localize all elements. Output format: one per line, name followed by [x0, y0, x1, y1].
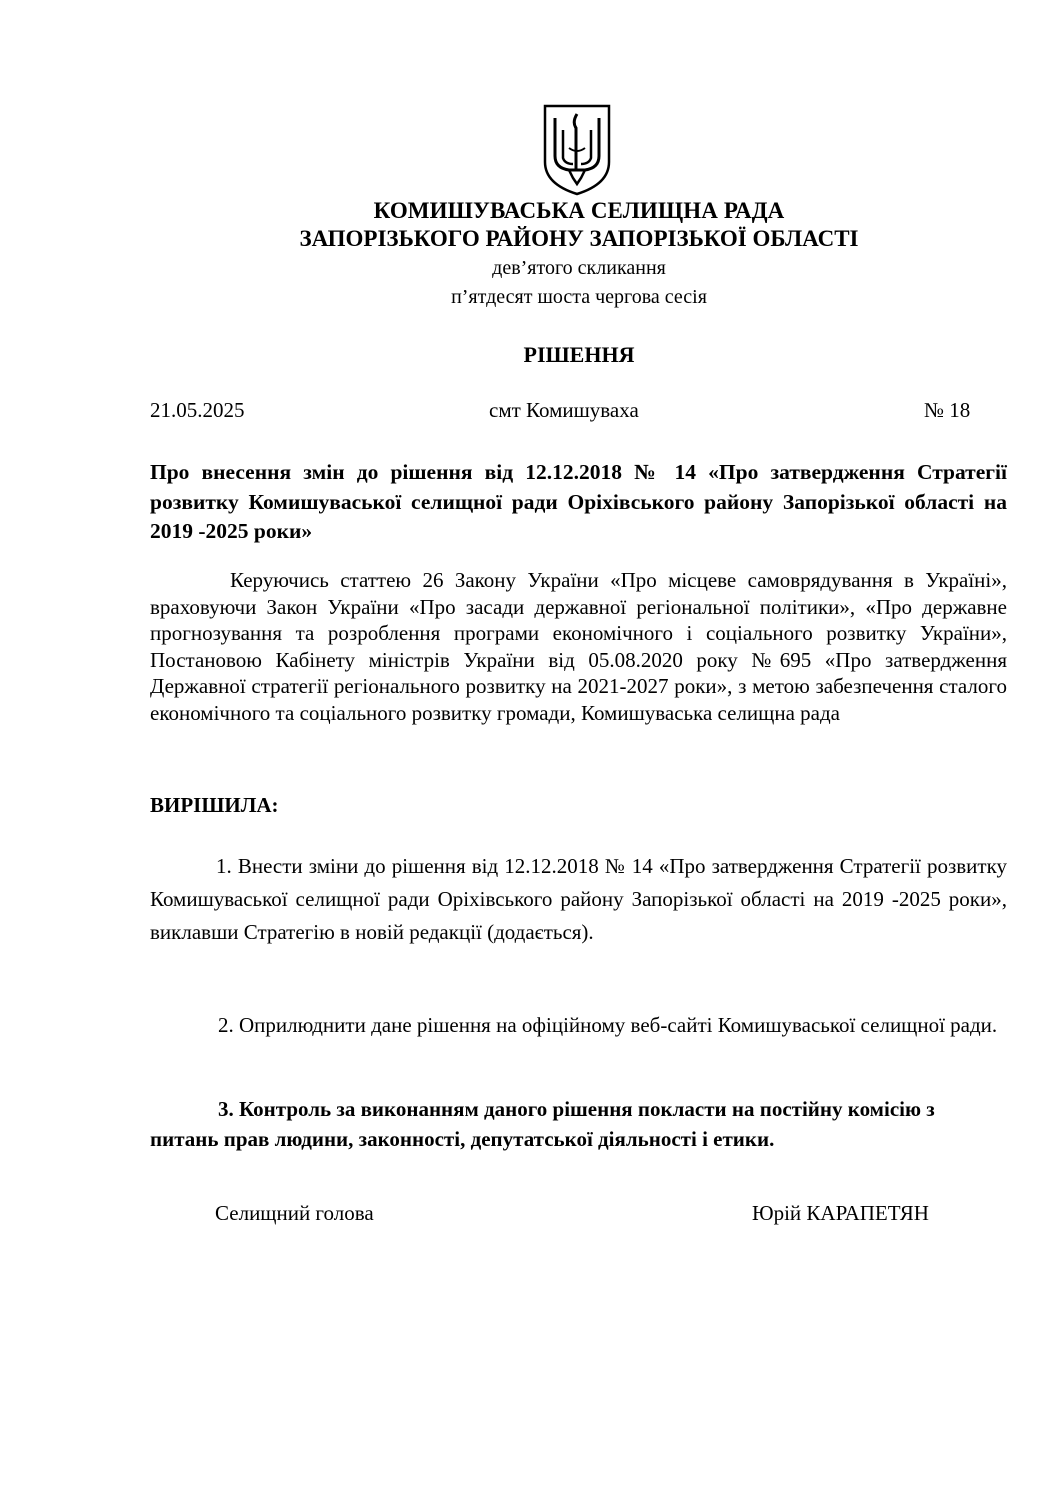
decision-item-1: 1. Внести зміни до рішення від 12.12.2018 № 14 «Про затвердження Стратегії розвитку Комишуваської селищної ради Оріхівського району Запорізької області на 2019 -2025 роки», виклавши Стратегію в новій редакції (додається).: [150, 854, 1007, 944]
session: п’ятдесят шоста чергова сесія: [451, 286, 707, 308]
council-name: КОМИШУВАСЬКА СЕЛИЩНА РАДА: [373, 198, 785, 223]
signatory-name: Юрій КАРАПЕТЯН: [752, 1201, 929, 1225]
trident-coat-of-arms-icon: [543, 104, 611, 196]
convocation: дев’ятого скликання: [492, 257, 666, 279]
document-type: РІШЕННЯ: [523, 342, 635, 367]
preamble-paragraph: Керуючись статтею 26 Закону України «Про місцеве самоврядування в Україні», враховуючи Закон України «Про засади державної регіональної політики», «Про державне прогнозування та розроблення програми економічного і соціального розвитку України», Постановою Кабінету міністрів України від 05.08.2020 року №695 «Про затвердження Державної стратегії регіонального розвитку на 2021-2027 роки», з метою забезпечення сталого економічного та соціального розвитку громади, Комишуваська селищна рада: [150, 568, 1007, 725]
document-number: № 18: [924, 398, 971, 422]
document-subject: Про внесення змін до рішення від 12.12.2018 № 14 «Про затвердження Стратегії розвитку Комишуваської селищної ради Оріхівського району Запорізької області на 2019 -2025 роки»: [150, 460, 1007, 543]
decided-heading: ВИРІШИЛА:: [150, 793, 279, 817]
decision-item-2: 2. Оприлюднити дане рішення на офіційному веб-сайті Комишуваської селищної ради.: [218, 1013, 998, 1037]
document-date: 21.05.2025: [150, 398, 245, 422]
signatory-position: Селищний голова: [215, 1201, 374, 1225]
district-name: ЗАПОРІЗЬКОГО РАЙОНУ ЗАПОРІЗЬКОЇ ОБЛАСТІ: [299, 226, 859, 251]
document-place: смт Комишуваха: [489, 398, 639, 422]
decision-item-3: 3. Контроль за виконанням даного рішення покласти на постійну комісію з питань прав людини, законності, депутатської діяльності і етики.: [150, 1097, 935, 1151]
